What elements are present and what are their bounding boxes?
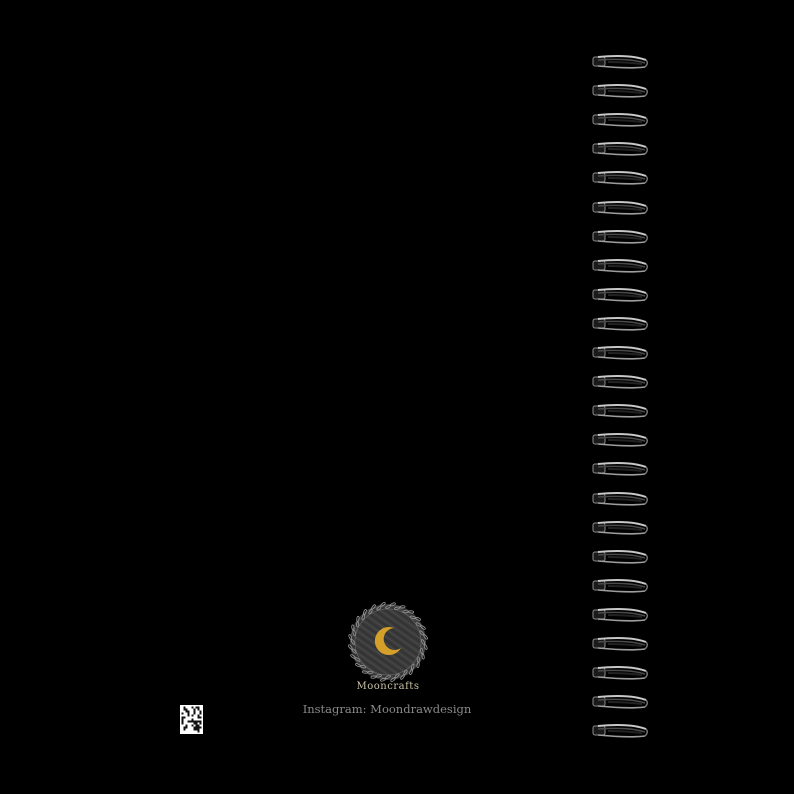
mooncrafts-logo (346, 600, 430, 684)
spiral-coil (590, 605, 650, 625)
spiral-coil (590, 256, 650, 276)
spiral-coil (590, 198, 650, 218)
spiral-binding (590, 52, 652, 744)
spiral-coil (590, 518, 650, 538)
spiral-coil (590, 168, 650, 188)
spiral-coil (590, 663, 650, 683)
spiral-coil (590, 52, 650, 72)
spiral-coil (590, 227, 650, 247)
spiral-coil (590, 576, 650, 596)
spiral-coil (590, 81, 650, 101)
spiral-coil (590, 459, 650, 479)
instagram-handle: Instagram: Moondrawdesign (302, 702, 472, 716)
spiral-coil (590, 401, 650, 421)
spiral-coil (590, 110, 650, 130)
spiral-coil (590, 139, 650, 159)
spiral-coil (590, 692, 650, 712)
spiral-coil (590, 634, 650, 654)
spiral-coil (590, 721, 650, 741)
spiral-coil (590, 343, 650, 363)
spiral-coil (590, 489, 650, 509)
spiral-coil (590, 547, 650, 567)
crescent-moon-icon (346, 600, 430, 684)
spiral-coil (590, 285, 650, 305)
spiral-coil (590, 372, 650, 392)
spiral-coil (590, 314, 650, 334)
qr-code-icon (180, 705, 203, 734)
brand-name: Mooncrafts (356, 681, 420, 692)
spiral-coil (590, 430, 650, 450)
